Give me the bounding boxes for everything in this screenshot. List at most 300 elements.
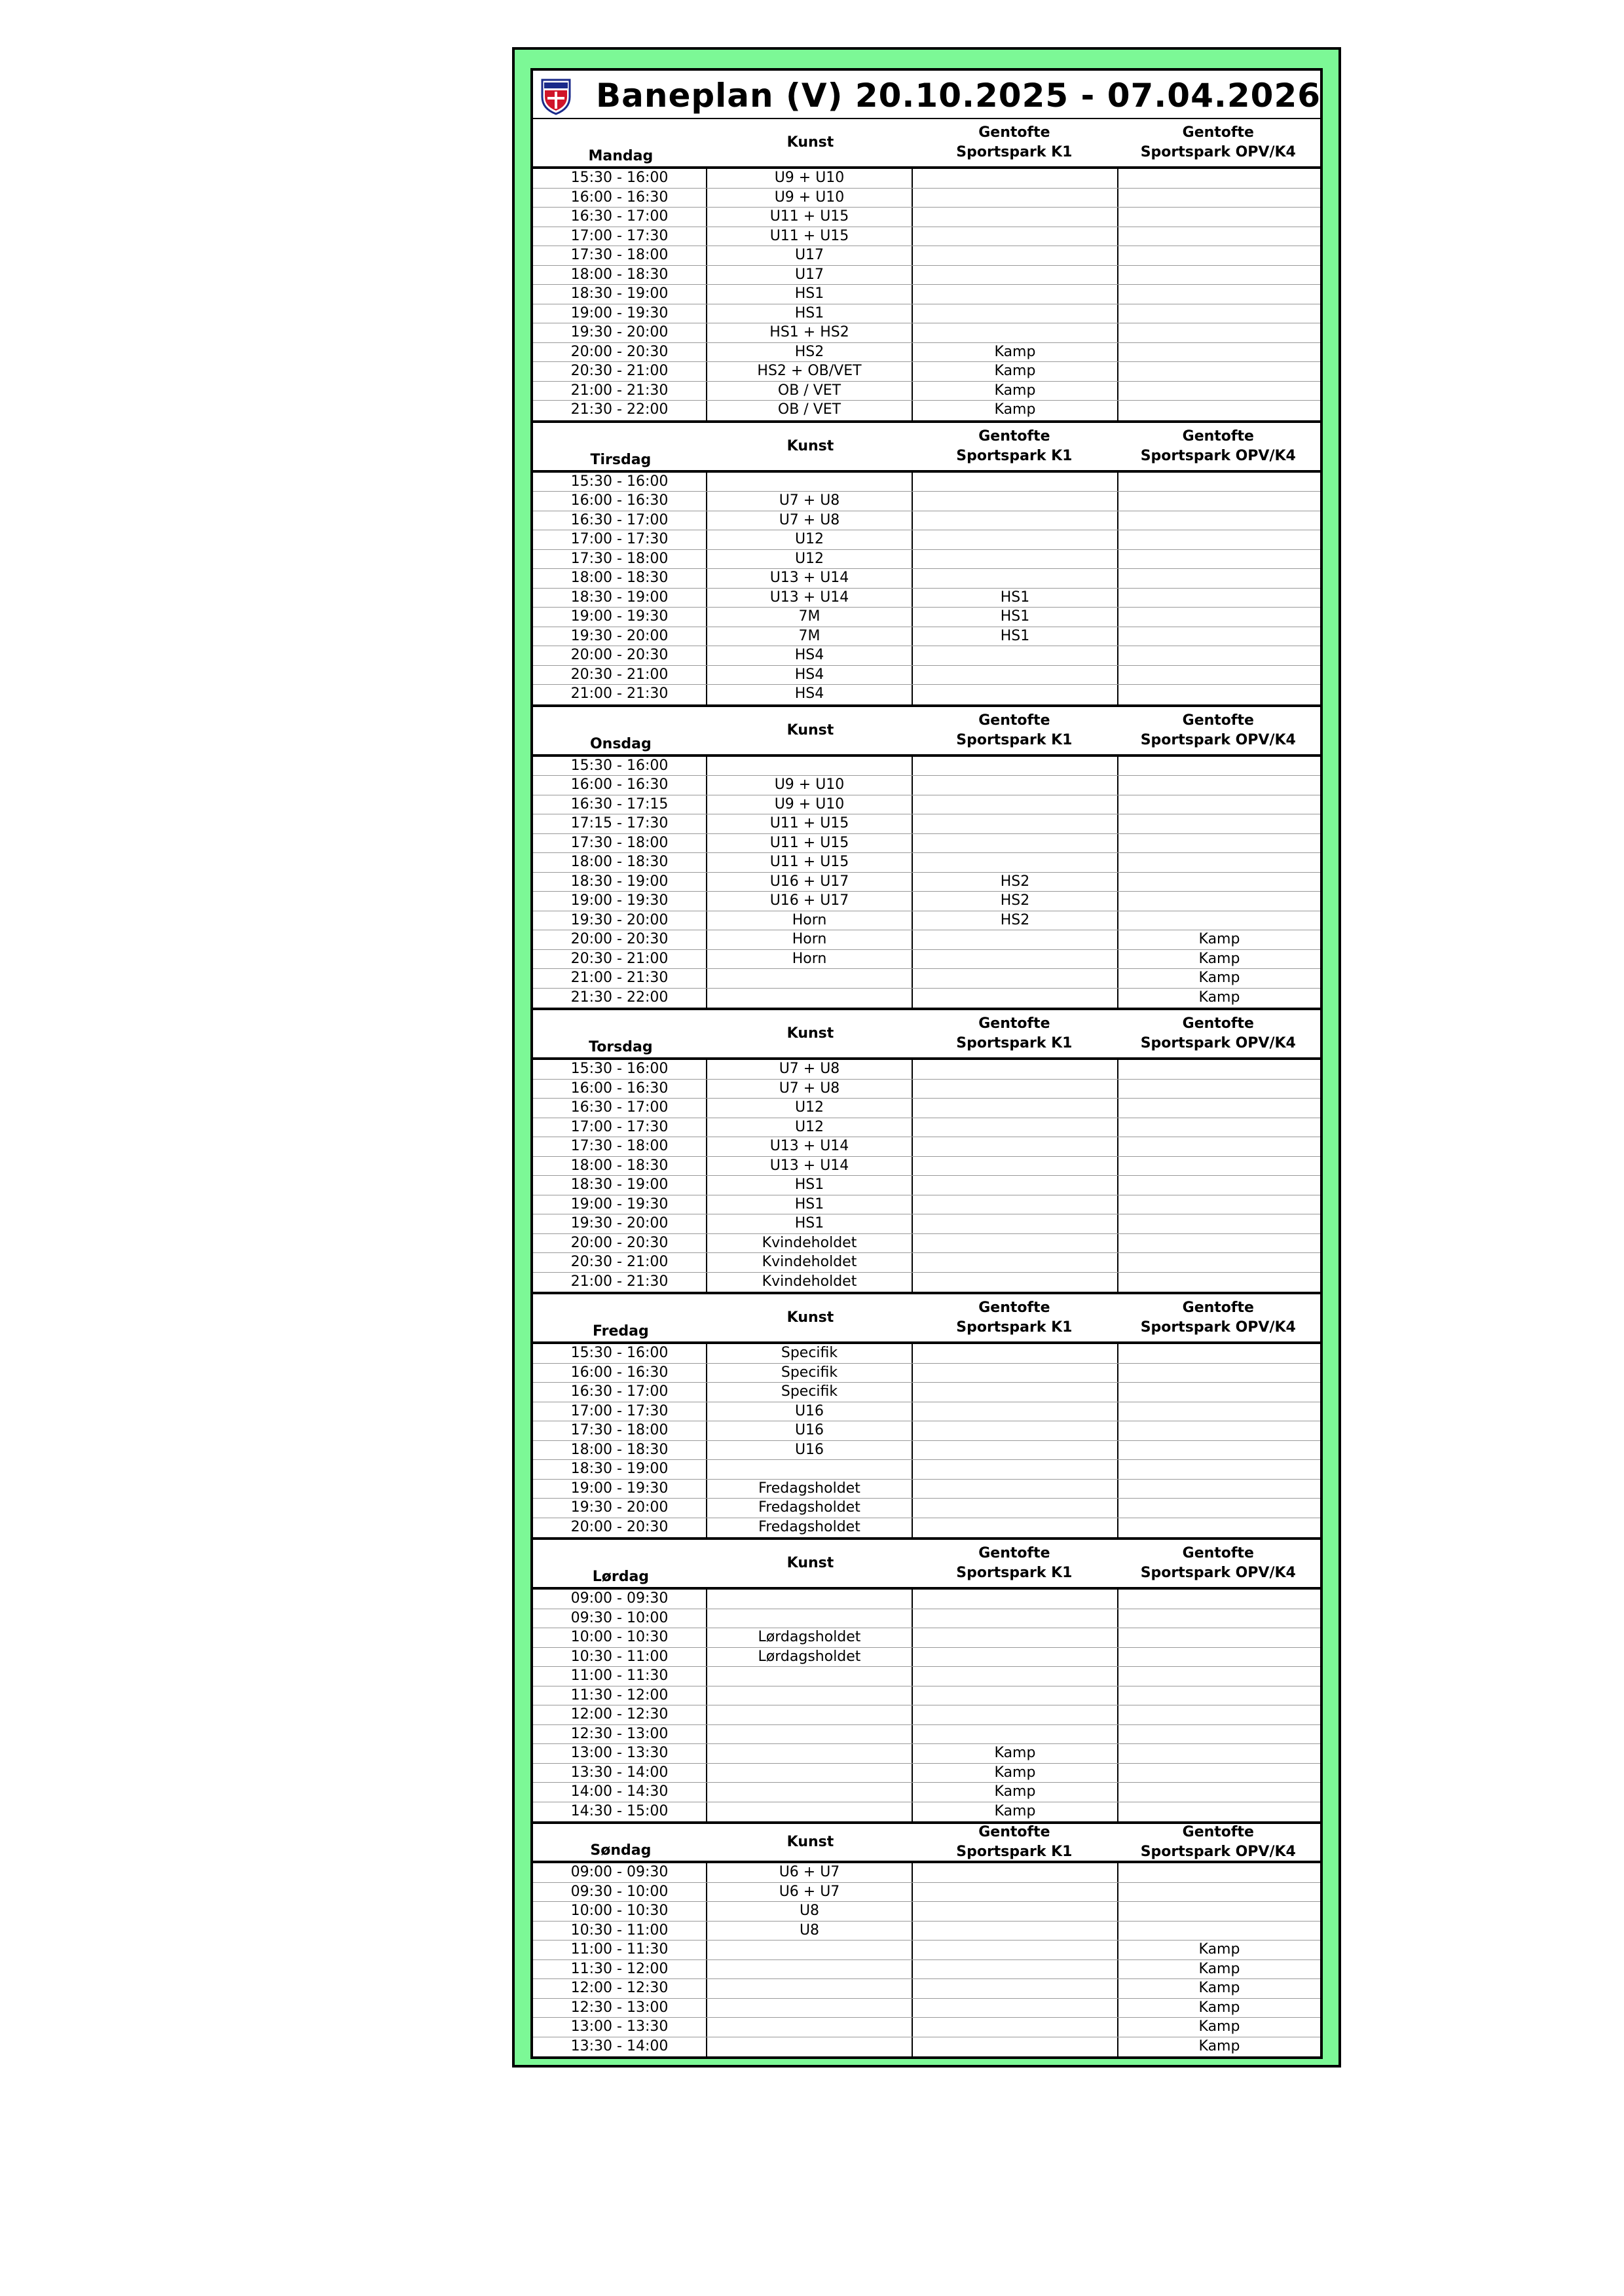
kunst-cell bbox=[707, 1744, 913, 1763]
kunst-cell: U6 + U7 bbox=[707, 1883, 913, 1902]
kunst-cell bbox=[707, 473, 913, 492]
k4-cell bbox=[1118, 1344, 1320, 1363]
k1-cell bbox=[913, 285, 1118, 304]
time-cell: 11:00 - 11:30 bbox=[533, 1667, 707, 1686]
kunst-cell: U8 bbox=[707, 1902, 913, 1921]
k4-cell bbox=[1118, 343, 1320, 362]
table-row bbox=[533, 930, 1320, 950]
time-cell: 19:30 - 20:00 bbox=[533, 627, 707, 646]
kunst-cell: HS1 bbox=[707, 304, 913, 323]
kunst-cell bbox=[707, 1764, 913, 1783]
k4-cell bbox=[1118, 1628, 1320, 1647]
k4-cell bbox=[1118, 1421, 1320, 1440]
time-cell: 17:15 - 17:30 bbox=[533, 814, 707, 833]
table-row bbox=[533, 569, 1320, 589]
k1-cell bbox=[913, 323, 1118, 342]
k4-cell: Kamp bbox=[1198, 1941, 1240, 1958]
kunst-cell: OB / VET bbox=[707, 401, 913, 420]
k4-cell bbox=[1118, 401, 1320, 420]
k1-cell: Kamp bbox=[913, 401, 1118, 420]
table-row bbox=[533, 627, 1320, 647]
kunst-cell: U16 + U17 bbox=[707, 873, 913, 892]
kunst-cell: Lørdagsholdet bbox=[707, 1648, 913, 1667]
table-row bbox=[533, 685, 1320, 704]
k4-cell bbox=[1118, 492, 1320, 511]
kunst-cell bbox=[707, 1783, 913, 1802]
kunst-cell: Specifik bbox=[707, 1364, 913, 1383]
kunst-cell bbox=[707, 1802, 913, 1822]
kunst-cell: U13 + U14 bbox=[707, 589, 913, 608]
k4-cell bbox=[1118, 814, 1320, 833]
k4-cell bbox=[1118, 1099, 1320, 1118]
time-cell: 19:00 - 19:30 bbox=[533, 1480, 707, 1499]
k1-cell bbox=[913, 1922, 1118, 1941]
column-header-k4-line1: Gentofte bbox=[1182, 1015, 1254, 1032]
k1-cell bbox=[913, 1902, 1118, 1921]
k4-cell bbox=[1118, 1234, 1320, 1253]
k4-cell bbox=[1118, 382, 1320, 401]
table-row bbox=[533, 1609, 1320, 1629]
table-row bbox=[533, 1176, 1320, 1195]
kunst-cell: U11 + U15 bbox=[707, 814, 913, 833]
time-cell: 16:30 - 17:00 bbox=[533, 208, 707, 227]
k1-cell bbox=[913, 246, 1118, 265]
time-cell: 20:30 - 21:00 bbox=[533, 362, 707, 381]
day-table bbox=[530, 470, 1323, 707]
time-cell: 19:00 - 19:30 bbox=[533, 304, 707, 323]
k4-cell: Kamp bbox=[1198, 1999, 1240, 2016]
k1-cell bbox=[913, 853, 1118, 872]
table-row bbox=[533, 814, 1320, 834]
k4-cell: Kamp bbox=[1198, 2037, 1240, 2054]
day-table bbox=[530, 754, 1323, 1011]
column-header-k4-line1: Gentofte bbox=[1182, 1545, 1254, 1561]
k4-cell bbox=[1118, 530, 1320, 549]
column-header-k4 bbox=[1116, 1540, 1320, 1587]
k4-cell bbox=[1118, 266, 1320, 285]
time-cell: 20:00 - 20:30 bbox=[533, 343, 707, 362]
kunst-cell: U12 bbox=[707, 550, 913, 569]
kunst-cell: HS2 + OB/VET bbox=[707, 362, 913, 381]
time-cell: 17:00 - 17:30 bbox=[533, 227, 707, 246]
table-row bbox=[533, 1234, 1320, 1254]
kunst-cell: U12 bbox=[707, 530, 913, 549]
time-cell: 19:00 - 19:30 bbox=[533, 892, 707, 911]
k4-cell bbox=[1118, 569, 1320, 588]
k4-cell bbox=[1118, 1902, 1320, 1921]
time-cell: 14:00 - 14:30 bbox=[533, 1783, 707, 1802]
k4-cell bbox=[1118, 1460, 1320, 1479]
k4-cell bbox=[1118, 473, 1320, 492]
time-cell: 21:30 - 22:00 bbox=[533, 401, 707, 420]
k1-cell bbox=[913, 1999, 1118, 2018]
kunst-cell: U7 + U8 bbox=[707, 1060, 913, 1079]
k1-cell bbox=[913, 1609, 1118, 1628]
table-row bbox=[533, 1783, 1320, 1802]
k1-cell bbox=[913, 1883, 1118, 1902]
kunst-cell: Specifik bbox=[707, 1344, 913, 1363]
k4-cell bbox=[1118, 227, 1320, 246]
time-cell: 19:30 - 20:00 bbox=[533, 911, 707, 930]
time-cell: 18:00 - 18:30 bbox=[533, 853, 707, 872]
table-row bbox=[533, 853, 1320, 873]
k4-cell bbox=[1118, 646, 1320, 665]
k1-cell bbox=[913, 1402, 1118, 1421]
kunst-cell bbox=[707, 1609, 913, 1628]
k1-cell bbox=[913, 930, 1118, 949]
day-name: Søndag bbox=[590, 1842, 652, 1859]
table-row bbox=[533, 1460, 1320, 1480]
k4-cell: Kamp bbox=[1198, 931, 1240, 947]
time-cell: 17:30 - 18:00 bbox=[533, 834, 707, 853]
k1-cell bbox=[913, 776, 1118, 795]
kunst-cell: U17 bbox=[707, 246, 913, 265]
time-cell: 13:00 - 13:30 bbox=[533, 2018, 707, 2037]
column-header-k1 bbox=[912, 707, 1116, 754]
k1-cell: Kamp bbox=[913, 362, 1118, 381]
k1-cell bbox=[913, 1214, 1118, 1233]
k1-cell bbox=[913, 757, 1118, 776]
k1-cell bbox=[913, 1118, 1118, 1137]
kunst-cell: HS1 bbox=[707, 285, 913, 304]
time-cell: 20:30 - 21:00 bbox=[533, 1253, 707, 1272]
k4-cell bbox=[1118, 1648, 1320, 1667]
table-row bbox=[533, 1518, 1320, 1538]
table-row bbox=[533, 1941, 1320, 1960]
table-row bbox=[533, 1802, 1320, 1822]
time-cell: 16:30 - 17:00 bbox=[533, 1099, 707, 1118]
day-name: Torsdag bbox=[589, 1039, 653, 1055]
kunst-cell: Horn bbox=[707, 930, 913, 949]
kunst-cell bbox=[707, 1705, 913, 1724]
k4-cell bbox=[1118, 834, 1320, 853]
kunst-cell: Fredagsholdet bbox=[707, 1480, 913, 1499]
k4-cell bbox=[1118, 608, 1320, 627]
time-cell: 20:00 - 20:30 bbox=[533, 646, 707, 665]
kunst-cell bbox=[707, 1686, 913, 1705]
table-row bbox=[533, 1979, 1320, 1999]
k4-cell bbox=[1118, 589, 1320, 608]
kunst-cell: Horn bbox=[707, 911, 913, 930]
table-row bbox=[533, 1883, 1320, 1903]
k1-cell bbox=[913, 1960, 1118, 1979]
kunst-cell: U9 + U10 bbox=[707, 795, 913, 814]
k4-cell bbox=[1118, 911, 1320, 930]
k1-cell bbox=[913, 1941, 1118, 1959]
table-row bbox=[533, 1214, 1320, 1234]
table-row bbox=[533, 169, 1320, 189]
time-cell: 09:00 - 09:30 bbox=[533, 1590, 707, 1609]
k4-cell: Kamp bbox=[1198, 1960, 1240, 1977]
time-cell: 10:30 - 11:00 bbox=[533, 1648, 707, 1667]
time-cell: 13:00 - 13:30 bbox=[533, 1744, 707, 1763]
k4-cell: Kamp bbox=[1198, 2018, 1240, 2035]
column-header-k1-line1: Gentofte bbox=[978, 1015, 1050, 1032]
time-cell: 11:30 - 12:00 bbox=[533, 1686, 707, 1705]
column-header-k1-line1: Gentofte bbox=[978, 428, 1050, 445]
table-row bbox=[533, 2018, 1320, 2037]
k4-cell bbox=[1118, 1195, 1320, 1214]
column-header-k4-line2: Sportspark OPV/K4 bbox=[1140, 447, 1296, 464]
k4-cell bbox=[1118, 1590, 1320, 1609]
table-row bbox=[533, 285, 1320, 304]
k1-cell: Kamp bbox=[913, 1764, 1118, 1783]
table-row bbox=[533, 1744, 1320, 1764]
k4-cell bbox=[1118, 1364, 1320, 1383]
table-row bbox=[533, 1364, 1320, 1383]
k1-cell bbox=[913, 989, 1118, 1008]
column-header-k4-line2: Sportspark OPV/K4 bbox=[1140, 731, 1296, 748]
kunst-cell bbox=[707, 1999, 913, 2018]
day-name: Tirsdag bbox=[590, 451, 652, 468]
k1-cell bbox=[913, 1648, 1118, 1667]
k4-cell bbox=[1118, 1922, 1320, 1941]
kunst-cell: U11 + U15 bbox=[707, 853, 913, 872]
column-header-kunst: Kunst bbox=[786, 1834, 834, 1850]
day-table bbox=[530, 166, 1323, 423]
k4-cell bbox=[1118, 550, 1320, 569]
kunst-cell: Fredagsholdet bbox=[707, 1518, 913, 1538]
day-table bbox=[530, 1057, 1323, 1294]
table-row bbox=[533, 492, 1320, 511]
day-table bbox=[530, 1861, 1323, 2059]
day-header bbox=[530, 1294, 1323, 1341]
table-row bbox=[533, 246, 1320, 266]
k1-cell bbox=[913, 569, 1118, 588]
day-header bbox=[530, 1540, 1323, 1587]
column-header-k1-line2: Sportspark K1 bbox=[956, 447, 1073, 464]
k4-cell bbox=[1118, 1176, 1320, 1195]
k1-cell: HS2 bbox=[913, 892, 1118, 911]
k1-cell bbox=[913, 1080, 1118, 1099]
table-row bbox=[533, 1060, 1320, 1080]
kunst-cell: U16 bbox=[707, 1402, 913, 1421]
k1-cell bbox=[913, 814, 1118, 833]
column-header-k4-line1: Gentofte bbox=[1182, 1300, 1254, 1316]
column-header-kunst: Kunst bbox=[786, 1025, 834, 1042]
table-row bbox=[533, 589, 1320, 608]
k1-cell bbox=[913, 1480, 1118, 1499]
k1-cell bbox=[913, 1060, 1118, 1079]
time-cell: 20:30 - 21:00 bbox=[533, 950, 707, 969]
column-header-k1-line2: Sportspark K1 bbox=[956, 1565, 1073, 1581]
time-cell: 21:30 - 22:00 bbox=[533, 989, 707, 1008]
day-header bbox=[530, 423, 1323, 470]
kunst-cell bbox=[707, 1590, 913, 1609]
table-row bbox=[533, 304, 1320, 324]
k1-cell bbox=[913, 266, 1118, 285]
table-row bbox=[533, 969, 1320, 989]
k4-cell bbox=[1118, 1060, 1320, 1079]
k1-cell bbox=[913, 666, 1118, 685]
kunst-cell: U12 bbox=[707, 1118, 913, 1137]
column-header-k1 bbox=[912, 1294, 1116, 1341]
kunst-cell: U11 + U15 bbox=[707, 227, 913, 246]
k4-cell bbox=[1118, 323, 1320, 342]
table-row bbox=[533, 189, 1320, 208]
k1-cell: Kamp bbox=[913, 343, 1118, 362]
time-cell: 16:00 - 16:30 bbox=[533, 189, 707, 208]
time-cell: 20:00 - 20:30 bbox=[533, 1234, 707, 1253]
column-header-k1 bbox=[912, 1010, 1116, 1057]
kunst-cell: HS4 bbox=[707, 646, 913, 665]
column-header-k1 bbox=[912, 1824, 1116, 1861]
time-cell: 17:00 - 17:30 bbox=[533, 530, 707, 549]
table-row bbox=[533, 343, 1320, 363]
time-cell: 12:30 - 13:00 bbox=[533, 1999, 707, 2018]
table-row bbox=[533, 1628, 1320, 1648]
k4-cell bbox=[1118, 285, 1320, 304]
time-cell: 16:30 - 17:15 bbox=[533, 795, 707, 814]
k4-cell bbox=[1118, 1499, 1320, 1518]
k4-cell: Kamp bbox=[1198, 970, 1240, 986]
kunst-cell: U7 + U8 bbox=[707, 492, 913, 511]
k1-cell bbox=[913, 1344, 1118, 1363]
column-header-k1-line2: Sportspark K1 bbox=[956, 731, 1073, 748]
column-header-k1 bbox=[912, 1540, 1116, 1587]
time-cell: 18:30 - 19:00 bbox=[533, 1460, 707, 1479]
k4-cell: Kamp bbox=[1198, 1980, 1240, 1996]
k1-cell bbox=[913, 1499, 1118, 1518]
time-cell: 10:30 - 11:00 bbox=[533, 1922, 707, 1941]
column-header-k4-line2: Sportspark OPV/K4 bbox=[1140, 1035, 1296, 1051]
kunst-cell: HS2 bbox=[707, 343, 913, 362]
club-crest-icon bbox=[540, 77, 572, 115]
k1-cell bbox=[913, 834, 1118, 853]
k1-cell: Kamp bbox=[913, 1744, 1118, 1763]
k4-cell bbox=[1118, 1157, 1320, 1176]
table-row bbox=[533, 1999, 1320, 2018]
time-cell: 16:30 - 17:00 bbox=[533, 511, 707, 530]
time-cell: 12:30 - 13:00 bbox=[533, 1725, 707, 1744]
k4-cell: Kamp bbox=[1198, 989, 1240, 1006]
k1-cell bbox=[913, 1863, 1118, 1882]
k4-cell bbox=[1118, 1402, 1320, 1421]
k4-cell bbox=[1118, 685, 1320, 704]
kunst-cell: HS1 bbox=[707, 1214, 913, 1233]
kunst-cell bbox=[707, 1941, 913, 1959]
column-header-k1-line1: Gentofte bbox=[978, 712, 1050, 729]
column-header-kunst: Kunst bbox=[786, 1555, 834, 1571]
time-cell: 16:00 - 16:30 bbox=[533, 776, 707, 795]
kunst-cell: U13 + U14 bbox=[707, 569, 913, 588]
k4-cell bbox=[1118, 1137, 1320, 1156]
time-cell: 11:30 - 12:00 bbox=[533, 1960, 707, 1979]
k4-cell bbox=[1118, 1744, 1320, 1763]
k1-cell bbox=[913, 1253, 1118, 1272]
k1-cell bbox=[913, 1099, 1118, 1118]
time-cell: 18:30 - 19:00 bbox=[533, 1176, 707, 1195]
column-header-k1-line2: Sportspark K1 bbox=[956, 1035, 1073, 1051]
kunst-cell: HS4 bbox=[707, 666, 913, 685]
time-cell: 14:30 - 15:00 bbox=[533, 1802, 707, 1822]
k4-cell bbox=[1118, 627, 1320, 646]
table-row bbox=[533, 1080, 1320, 1099]
k4-cell bbox=[1118, 304, 1320, 323]
k1-cell bbox=[913, 304, 1118, 323]
table-row bbox=[533, 989, 1320, 1008]
table-row bbox=[533, 1099, 1320, 1118]
kunst-cell bbox=[707, 2037, 913, 2057]
kunst-cell: U7 + U8 bbox=[707, 511, 913, 530]
k1-cell bbox=[913, 1979, 1118, 1998]
k1-cell: Kamp bbox=[913, 382, 1118, 401]
day-header bbox=[530, 707, 1323, 754]
kunst-cell bbox=[707, 1667, 913, 1686]
table-row bbox=[533, 1344, 1320, 1364]
table-row bbox=[533, 323, 1320, 343]
column-header-k4-line2: Sportspark OPV/K4 bbox=[1140, 1319, 1296, 1336]
column-header-k4 bbox=[1116, 1010, 1320, 1057]
kunst-cell bbox=[707, 1979, 913, 1998]
kunst-cell: HS1 + HS2 bbox=[707, 323, 913, 342]
column-header-k4 bbox=[1116, 119, 1320, 166]
k1-cell bbox=[913, 189, 1118, 208]
time-cell: 13:30 - 14:00 bbox=[533, 1764, 707, 1783]
k4-cell bbox=[1118, 873, 1320, 892]
column-header-k4-line2: Sportspark OPV/K4 bbox=[1140, 1565, 1296, 1581]
time-cell: 10:00 - 10:30 bbox=[533, 1902, 707, 1921]
time-cell: 18:00 - 18:30 bbox=[533, 569, 707, 588]
time-cell: 20:00 - 20:30 bbox=[533, 930, 707, 949]
column-header-k4-line1: Gentofte bbox=[1182, 428, 1254, 445]
table-row bbox=[533, 776, 1320, 795]
kunst-cell: U13 + U14 bbox=[707, 1137, 913, 1156]
kunst-cell: Kvindeholdet bbox=[707, 1234, 913, 1253]
time-cell: 09:00 - 09:30 bbox=[533, 1863, 707, 1882]
table-row bbox=[533, 1863, 1320, 1883]
kunst-cell: U16 bbox=[707, 1421, 913, 1440]
kunst-cell: U11 + U15 bbox=[707, 834, 913, 853]
k4-cell bbox=[1118, 757, 1320, 776]
day-header bbox=[530, 1010, 1323, 1057]
time-cell: 21:00 - 21:30 bbox=[533, 1273, 707, 1292]
k4-cell bbox=[1118, 169, 1320, 188]
time-cell: 18:00 - 18:30 bbox=[533, 1441, 707, 1460]
time-cell: 19:30 - 20:00 bbox=[533, 323, 707, 342]
day-table bbox=[530, 1587, 1323, 1824]
table-row bbox=[533, 227, 1320, 247]
time-cell: 15:30 - 16:00 bbox=[533, 1060, 707, 1079]
table-row bbox=[533, 1667, 1320, 1686]
k1-cell bbox=[913, 1421, 1118, 1440]
k1-cell: HS2 bbox=[913, 873, 1118, 892]
table-row bbox=[533, 911, 1320, 931]
time-cell: 12:00 - 12:30 bbox=[533, 1705, 707, 1724]
table-row bbox=[533, 608, 1320, 627]
time-cell: 10:00 - 10:30 bbox=[533, 1628, 707, 1647]
time-cell: 20:30 - 21:00 bbox=[533, 666, 707, 685]
k4-cell bbox=[1118, 892, 1320, 911]
kunst-cell: U9 + U10 bbox=[707, 776, 913, 795]
table-row bbox=[533, 266, 1320, 285]
time-cell: 19:00 - 19:30 bbox=[533, 608, 707, 627]
title-row bbox=[530, 68, 1323, 119]
k4-cell bbox=[1118, 1080, 1320, 1099]
table-row bbox=[533, 1686, 1320, 1706]
kunst-cell bbox=[707, 757, 913, 776]
time-cell: 20:00 - 20:30 bbox=[533, 1518, 707, 1538]
k4-cell bbox=[1118, 1214, 1320, 1233]
kunst-cell: U16 + U17 bbox=[707, 892, 913, 911]
kunst-cell bbox=[707, 969, 913, 988]
table-row bbox=[533, 1922, 1320, 1941]
time-cell: 21:00 - 21:30 bbox=[533, 969, 707, 988]
column-header-k4-line2: Sportspark OPV/K4 bbox=[1140, 1844, 1296, 1860]
column-header-k1-line2: Sportspark K1 bbox=[956, 1319, 1073, 1336]
time-cell: 11:00 - 11:30 bbox=[533, 1941, 707, 1959]
k4-cell bbox=[1118, 1253, 1320, 1272]
